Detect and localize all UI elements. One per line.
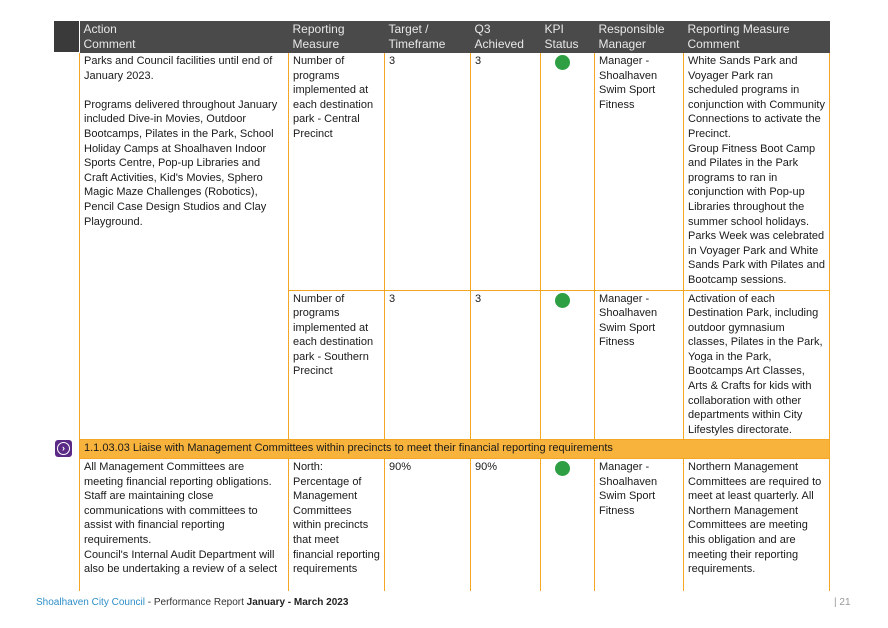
measure-cell: North: Percentage of Management Committees within precincts that meet financial reporting requirements <box>289 459 385 591</box>
section-heading-row <box>80 440 830 459</box>
header-target: Target / Timeframe <box>385 21 471 53</box>
chevron-right-circle-icon[interactable] <box>55 440 72 457</box>
header-responsible-manager: Responsible Manager <box>595 21 684 53</box>
action-comment-cell: All Management Committees are meeting financial reporting obligations. Staff are maintaining close communications with committees to assist with financial reporting requirements. Council's Internal Audit Department will also be undertaking a review of a select <box>80 459 289 591</box>
kpi-status-cell <box>541 290 595 440</box>
action-comment-cell: Parks and Council facilities until end of January 2023. Programs delivered throughout January included Dive-in Movies, Outdoor Bootcamps, Pilates in the Park, School Holiday Camps at Shoalhaven Indoor Sports Centre, Pop-up Libraries and Craft Activities, Kid's Movies, Sphero Magic Maze Challenges (Robotics), Pencil Case Design Studios and Clay Playground. <box>80 53 289 440</box>
header-side-strip <box>54 21 79 52</box>
achieved-cell: 3 <box>471 290 541 440</box>
measure-comment-cell: Northern Management Committees are required to meet at least quarterly. All Northern Management Committees are meeting this obligation and are meeting their reporting requirements. <box>684 459 830 591</box>
performance-table <box>79 21 830 591</box>
kpi-status-cell <box>541 53 595 290</box>
footer-period: January - March 2023 <box>246 597 349 608</box>
footer-separator: - Performance Report <box>144 597 247 608</box>
page-footer <box>36 597 348 608</box>
header-measure-comment: Reporting Measure Comment <box>684 21 830 53</box>
header-kpi-status: KPI Status <box>541 21 595 53</box>
measure-comment-cell: Activation of each Destination Park, including outdoor gymnasium classes, Pilates in the Park, Yoga in the Park, Bootcamps Art Classes, Arts & Crafts for kids with collaboration with other departments within City Lifestyles directorate. <box>684 290 830 440</box>
target-cell: 3 <box>385 53 471 290</box>
measure-cell: Number of programs implemented at each destination park - Central Precinct <box>289 53 385 290</box>
kpi-status-dot <box>555 293 570 308</box>
manager-cell: Manager - Shoalhaven Swim Sport Fitness <box>595 459 684 591</box>
kpi-status-dot <box>555 461 570 476</box>
kpi-status-dot <box>555 55 570 70</box>
kpi-status-cell <box>541 459 595 591</box>
achieved-cell: 3 <box>471 53 541 290</box>
header-achieved: Q3 Achieved <box>471 21 541 53</box>
measure-comment-cell: White Sands Park and Voyager Park ran scheduled programs in conjunction with Community Connections to activate the Precinct. Group Fitness Boot Camp and Pilates in the Park programs to ran in conjunction with Pop-up Libraries throughout the summer school holidays. Parks Week was celebrated in Voyager Park and White Sands Park with Pilates and Bootcamp sessions. <box>684 53 830 290</box>
achieved-cell: 90% <box>471 459 541 591</box>
measure-cell: Number of programs implemented at each destination park - Southern Precinct <box>289 290 385 440</box>
target-cell: 90% <box>385 459 471 591</box>
target-cell: 3 <box>385 290 471 440</box>
footer-org: Shoalhaven City Council <box>36 597 145 608</box>
header-reporting-measure: Reporting Measure <box>289 21 385 53</box>
section-title: 1.1.03.03 Liaise with Management Committees within precincts to meet their financial reporting requirements <box>80 440 830 459</box>
page-number: | 21 <box>834 597 851 608</box>
table-header-row <box>80 21 830 53</box>
table-row <box>80 53 830 290</box>
manager-cell: Manager - Shoalhaven Swim Sport Fitness <box>595 53 684 290</box>
header-action-comment: Action Comment <box>80 21 289 53</box>
table-row <box>80 459 830 591</box>
manager-cell: Manager - Shoalhaven Swim Sport Fitness <box>595 290 684 440</box>
chevron-glyph: › <box>57 442 70 455</box>
